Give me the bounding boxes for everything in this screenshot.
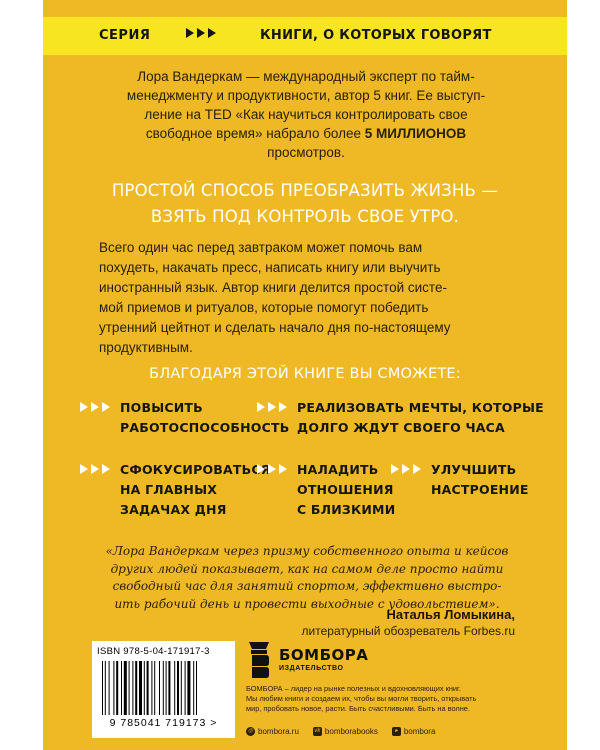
- barcode-bar: [116, 661, 118, 715]
- benefits-title: БЛАГОДАРЯ ЭТОЙ КНИГЕ ВЫ СМОЖЕТЕ:: [149, 366, 461, 382]
- benefit-item: [391, 460, 529, 500]
- author-bio-line: свободное время» набрало более: [145, 126, 365, 141]
- quote-line: «Лора Вандеркам через призму собственного опыта и кейсов: [105, 544, 509, 558]
- about-line: Мы любим книги и создаем их, чтобы вы могли творить, открывать: [246, 694, 477, 703]
- barcode: [92, 641, 235, 738]
- benefit-item: [257, 460, 395, 520]
- series-title: КНИГИ, О КОТОРЫХ ГОВОРЯТ: [260, 28, 492, 43]
- barcode-bar: [185, 661, 186, 715]
- social-text: bombora.ru: [258, 727, 299, 736]
- benefit-text: СФОКУСИРОВАТЬСЯ НА ГЛАВНЫХ ЗАДАЧАХ ДНЯ: [120, 462, 271, 517]
- barcode-bar: [124, 661, 127, 715]
- views-highlight: 5 МИЛЛИОНОВ: [364, 126, 467, 141]
- barcode-number: 9 785041 719173 >: [109, 717, 218, 729]
- bombora-logo-icon: [246, 640, 272, 680]
- barcode-bar: [144, 661, 145, 715]
- description-line: иностранный язык. Автор книги делится простой систе-: [99, 280, 447, 295]
- triple-arrow-icon: [80, 402, 110, 412]
- barcode-bar: [166, 661, 167, 715]
- description: [99, 238, 515, 358]
- publisher-name: БОМБОРА: [279, 646, 369, 664]
- quote-line: свободный час для занятий спортом, эффективно выстро-: [112, 579, 502, 593]
- author-bio-line: просмотров.: [267, 145, 345, 160]
- barcode-bar: [135, 661, 137, 715]
- barcode-bars: [102, 661, 226, 715]
- quote-line: других людей показывает, как на самом деле просто найти: [110, 561, 504, 576]
- benefit-text: УЛУЧШИТЬ НАСТРОЕНИЕ: [431, 462, 529, 497]
- barcode-bar: [174, 661, 175, 715]
- triple-arrow-icon: [257, 402, 287, 412]
- benefit-text: ПОВЫСИТЬ РАБОТОСПОСОБНОСТЬ: [120, 400, 290, 435]
- social-text: bomborabooks: [324, 727, 378, 736]
- barcode-bar: [181, 661, 182, 715]
- barcode-bar: [102, 661, 103, 715]
- quote-author: Наталья Ломыкина,: [386, 607, 515, 622]
- barcode-bar: [113, 661, 114, 715]
- headline-line: ВЗЯТЬ ПОД КОНТРОЛЬ СВОЕ УТРО.: [150, 207, 460, 226]
- author-bio: [99, 67, 513, 162]
- benefit-text: НАЛАДИТЬ ОТНОШЕНИЯ С БЛИЗКИМИ: [297, 462, 396, 517]
- description-line: мой приемов и ритуалов, которые помогут победить: [99, 300, 429, 315]
- barcode-bar: [132, 661, 133, 715]
- social-media-icon: ▸: [392, 727, 401, 736]
- barcode-bar: [147, 661, 149, 715]
- publisher-subtitle: ИЗДАТЕЛЬСТВО: [279, 665, 344, 672]
- barcode-bar: [151, 661, 152, 715]
- benefit-text: РЕАЛИЗОВАТЬ МЕЧТЫ, КОТОРЫЕ ДОЛГО ЖДУТ СВОЕГО ЧАСА: [297, 400, 544, 435]
- barcode-bar: [105, 661, 106, 715]
- author-bio-line: менеджменту и продуктивности, автор 5 книг. Ее выступ-: [126, 88, 486, 103]
- barcode-bar: [168, 661, 170, 715]
- publisher-about: [246, 684, 536, 714]
- triple-arrow-icon: [80, 464, 110, 474]
- author-bio-line: ление на TED «Как научиться контролировать свое: [144, 107, 468, 122]
- triple-arrow-icon: [257, 464, 287, 474]
- barcode-bar: [187, 661, 190, 715]
- barcode-bar: [196, 661, 197, 715]
- vk-icon: vk: [314, 728, 321, 734]
- social-link-vk[interactable]: [313, 727, 378, 736]
- barcode-bar: [121, 661, 122, 715]
- globe-icon: ◎: [247, 728, 254, 734]
- barcode-bar: [177, 661, 179, 715]
- review-quote: [99, 543, 515, 613]
- social-link-website[interactable]: [246, 727, 299, 736]
- description-line: Всего один час перед завтраком может помочь вам: [99, 240, 423, 255]
- barcode-bar: [159, 661, 160, 715]
- barcode-bar: [163, 661, 164, 715]
- barcode-bar: [139, 661, 142, 715]
- about-line: БОМБОРА – лидер на рынке полезных и вдохновляющих книг.: [246, 684, 461, 693]
- headline: [83, 178, 527, 230]
- author-bio-line: — международный эксперт по тайм-: [242, 69, 475, 84]
- triple-arrow-icon: [391, 464, 421, 474]
- barcode-bar: [129, 661, 130, 715]
- book-back-cover: [43, 0, 567, 750]
- author-name: Лора Вандеркам: [137, 69, 243, 84]
- benefit-item: [257, 398, 544, 438]
- social-text: bombora: [403, 727, 436, 736]
- description-line: продуктивным.: [99, 340, 193, 355]
- quote-line: ить рабочий день и провести выходные с удовольствием».: [114, 596, 500, 611]
- quote-author-role: литературный обозреватель Forbes.ru: [301, 624, 515, 638]
- social-link-other[interactable]: [392, 727, 436, 736]
- description-line: утренний цейтнот и сделать начало дня по-настоящему: [99, 320, 451, 335]
- description-line: похудеть, накачать пресс, написать книгу или выучить: [99, 260, 441, 275]
- publisher-socials: [246, 727, 435, 736]
- series-label: СЕРИЯ: [99, 28, 151, 43]
- headline-line: ПРОСТОЙ СПОСОБ ПРЕОБРАЗИТЬ ЖИЗНЬ —: [111, 181, 499, 200]
- benefit-item: [80, 460, 271, 520]
- series-bar: [43, 17, 567, 55]
- isbn: ISBN 978-5-04-171917-3: [97, 646, 210, 657]
- barcode-bar: [154, 661, 155, 715]
- barcode-bar: [193, 661, 194, 715]
- about-line: мир, пробовать новое, расти. Быть счастливыми. Быть на волне.: [246, 704, 470, 713]
- barcode-bar: [109, 661, 110, 715]
- triple-arrow-icon: [186, 28, 216, 38]
